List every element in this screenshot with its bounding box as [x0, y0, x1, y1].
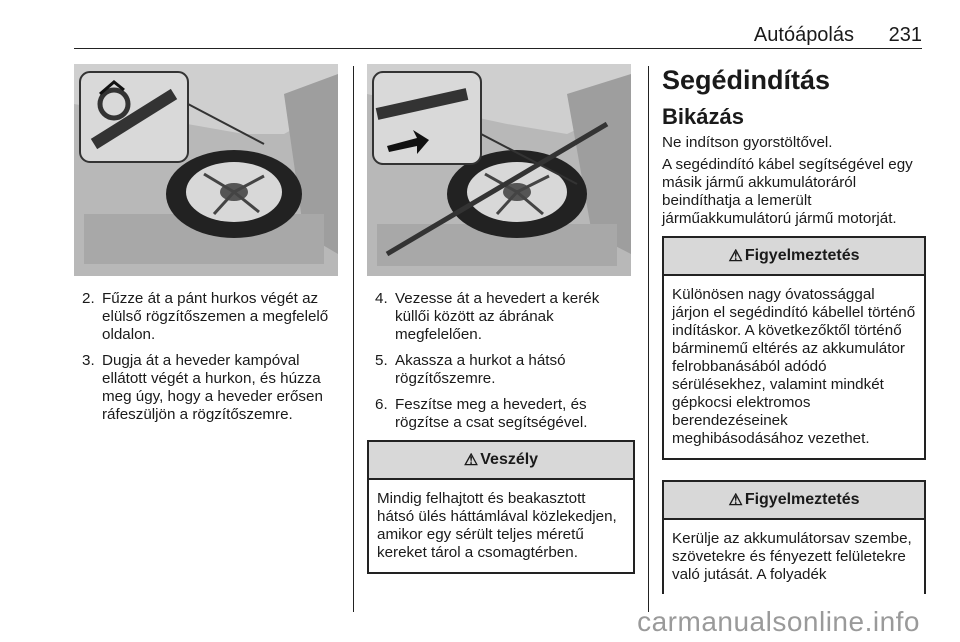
column-divider [648, 66, 649, 612]
page-number: 231 [888, 24, 922, 46]
warning-text: Kerülje az akkumulátorsav szembe, szövetekre és fényezett felületekre való jutását. A folyadék [672, 530, 912, 583]
subsection-heading: Bikázás [662, 104, 744, 129]
paragraph: Ne indítson gyorstöltővel. [662, 134, 833, 151]
list-item [74, 290, 342, 344]
section-title: Autóápolás [753, 24, 854, 46]
danger-text: Mindig felhajtott és beakasztott hátsó ülés háttámlával közlekedjen, amikor egy sérült teljes méretű kereket tárol a csomagtérben. [377, 490, 617, 561]
warning-triangle-icon: ⚠ [463, 452, 479, 469]
column-divider [353, 66, 354, 612]
step-text: Fűzze át a pánt hurkos végét az elülső rögzítőszemen a megfelelő oldalon. [102, 290, 329, 343]
watermark: carmanualsonline.info [637, 606, 920, 637]
danger-header [369, 442, 633, 480]
column-2 [367, 64, 635, 574]
trunk-spare-wheel-photo-1 [74, 64, 338, 276]
step-number: 4. [375, 290, 388, 307]
step-text: Akassza a hurkot a hátsó rögzítőszemre. [395, 352, 566, 387]
trunk-spare-wheel-photo-2 [367, 64, 631, 276]
list-item [367, 396, 635, 432]
step-number: 5. [375, 352, 388, 369]
warning-title: Figyelmeztetés [744, 247, 860, 264]
column-3 [662, 64, 926, 594]
list-item [74, 352, 342, 424]
warning-header [664, 238, 924, 276]
list-item [367, 352, 635, 388]
step-text: Vezesse át a hevedert a kerék küllői között az ábrának megfelelően. [395, 290, 600, 343]
list-item [367, 290, 635, 344]
step-text: Dugja át a heveder kampóval ellátott végét a hurkon, és húzza meg úgy, hogy a heveder erősen ráfeszüljön a rögzítőszemre. [102, 352, 323, 423]
instruction-list [74, 290, 342, 424]
column-1 [74, 64, 342, 432]
warning-title: Figyelmeztetés [744, 491, 860, 508]
danger-box [367, 440, 635, 574]
paragraph: A segédindító kábel segítségével egy másik jármű akkumulátoráról beindíthatja a lemerült járműakkumulátorú jármű motorját. [662, 156, 913, 227]
warning-triangle-icon: ⚠ [728, 248, 743, 265]
page-header [74, 18, 922, 49]
step-number: 3. [82, 352, 95, 369]
warning-triangle-icon: ⚠ [728, 492, 743, 509]
step-text: Feszítse meg a hevedert, és rögzítse a csat segítségével. [395, 396, 588, 431]
instruction-list [367, 290, 635, 432]
warning-box [662, 236, 926, 460]
danger-title: Veszély [480, 451, 539, 468]
warning-text: Különösen nagy óvatossággal járjon el segédindító kábellel történő indításkor. A következőktől történő bárminemű eltérés az akkumulátor felrobbanásából adódó sérülésekhez, valamint mindkét gépkocsi elektromos berendezéseinek meghibásodásához vezethet. [672, 286, 916, 447]
warning-box [662, 480, 926, 594]
step-number: 6. [375, 396, 388, 413]
warning-header [664, 482, 924, 520]
section-heading: Segédindítás [662, 65, 831, 95]
step-number: 2. [82, 290, 95, 307]
